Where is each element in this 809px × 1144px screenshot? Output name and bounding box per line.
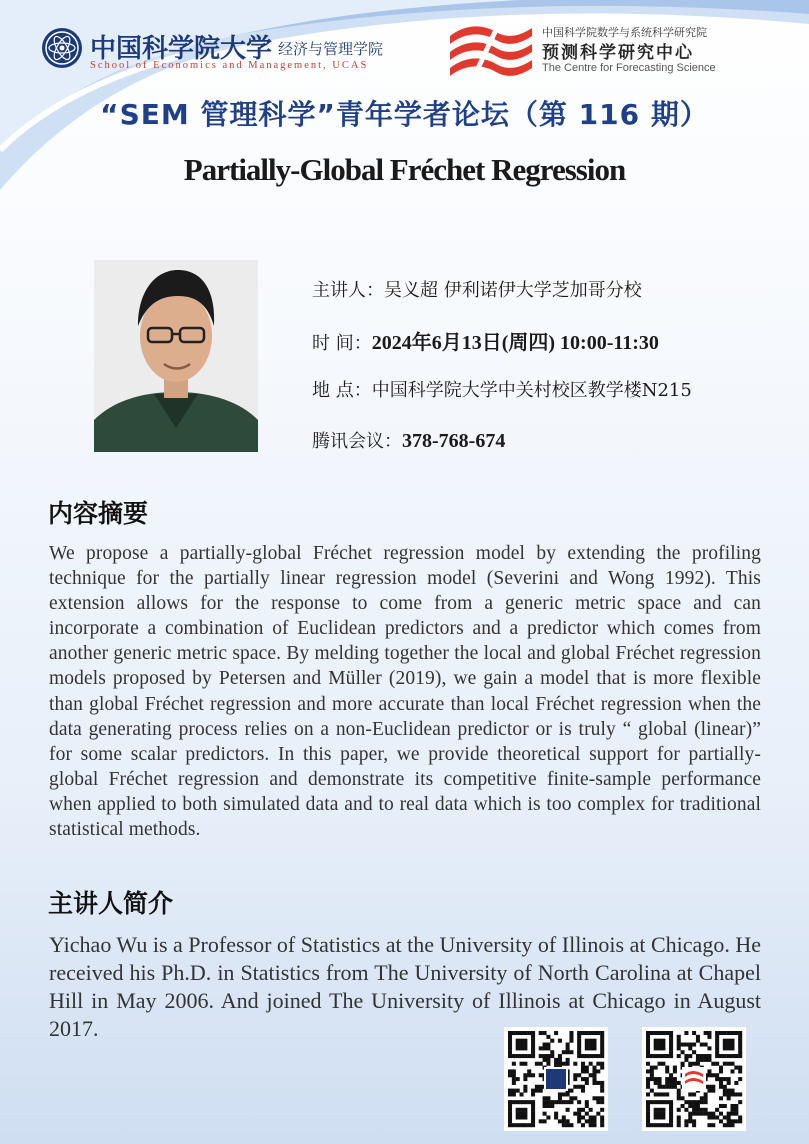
place-row: [312, 376, 692, 402]
qr-code-right[interactable]: [642, 1027, 746, 1131]
forecast-center-logo: [446, 22, 786, 78]
time-row: [312, 326, 659, 355]
abstract-heading: 内容摘要: [48, 499, 149, 528]
speaker-row: [312, 276, 642, 302]
bio-text: Yichao Wu is a Professor of Statistics at the University of Illinois at Chicago. He received his Ph.D. in Statistics from The University of North Carolina at Chapel Hill in May 2006. And joined The University of Illinois at Chicago in August 2017.: [49, 932, 761, 1041]
forecast-wave-icon: [446, 22, 536, 78]
talk-title: Partially-Global Fréchet Regression: [183, 152, 626, 187]
place-label: 地 点：: [312, 380, 372, 401]
speaker-value: 吴义超 伊利诺伊大学芝加哥分校: [384, 280, 642, 301]
school-name-en: School of Economics and Management, UCAS: [90, 60, 369, 71]
center-name-cn: 预测科学研究中心: [542, 43, 694, 63]
abstract-text: We propose a partially-global Fréchet regression model by extending the profiling technique for the partially linear regression model (Severini and Wong 1992). This extension allows for the response to come from a generic metric space and can incorporate a combination of Euclidean predictors and a predictor which comes from another generic metric space. By melding together the local and global Fréchet regression models proposed by Petersen and Müller (2019), we gain a model that is more flexible than global Fréchet regression and more accurate than local Fréchet regression when the data generating process relies on a non-Euclidean predictor or is truly “ global (linear)” for some scalar predictors. In this paper, we provide theoretical support for partially-global Fréchet regression and demonstrate its competitive finite-sample performance when applied to both simulated data and to real data which is too complex for traditional statistical methods.: [49, 543, 761, 841]
time-label: 时 间：: [312, 333, 372, 354]
meeting-row: [312, 427, 505, 453]
qr-code-left[interactable]: [504, 1027, 608, 1131]
place-value: 中国科学院大学中关村校区教学楼N215: [371, 380, 692, 401]
bio-heading: 主讲人简介: [48, 889, 174, 918]
forum-title: “SEM 管理科学”青年学者论坛（第 116 期）: [100, 98, 709, 131]
time-value: 2024年6月13日(周四) 10:00-11:30: [371, 332, 659, 354]
speaker-photo: [94, 260, 258, 452]
school-name-cn: 中国科学院大学: [90, 34, 273, 64]
ucas-sem-logo: [40, 26, 420, 76]
cas-seal-icon: [40, 26, 84, 70]
school-dept-cn: 经济与管理学院: [278, 40, 384, 58]
speaker-label: 主讲人：: [312, 280, 384, 301]
center-parent-cn: 中国科学院数学与系统科学研究院: [542, 26, 707, 39]
meeting-value: 378-768-674: [402, 430, 506, 452]
meeting-label: 腾讯会议：: [312, 431, 402, 452]
center-name-en: The Centre for Forecasting Science: [542, 62, 716, 74]
